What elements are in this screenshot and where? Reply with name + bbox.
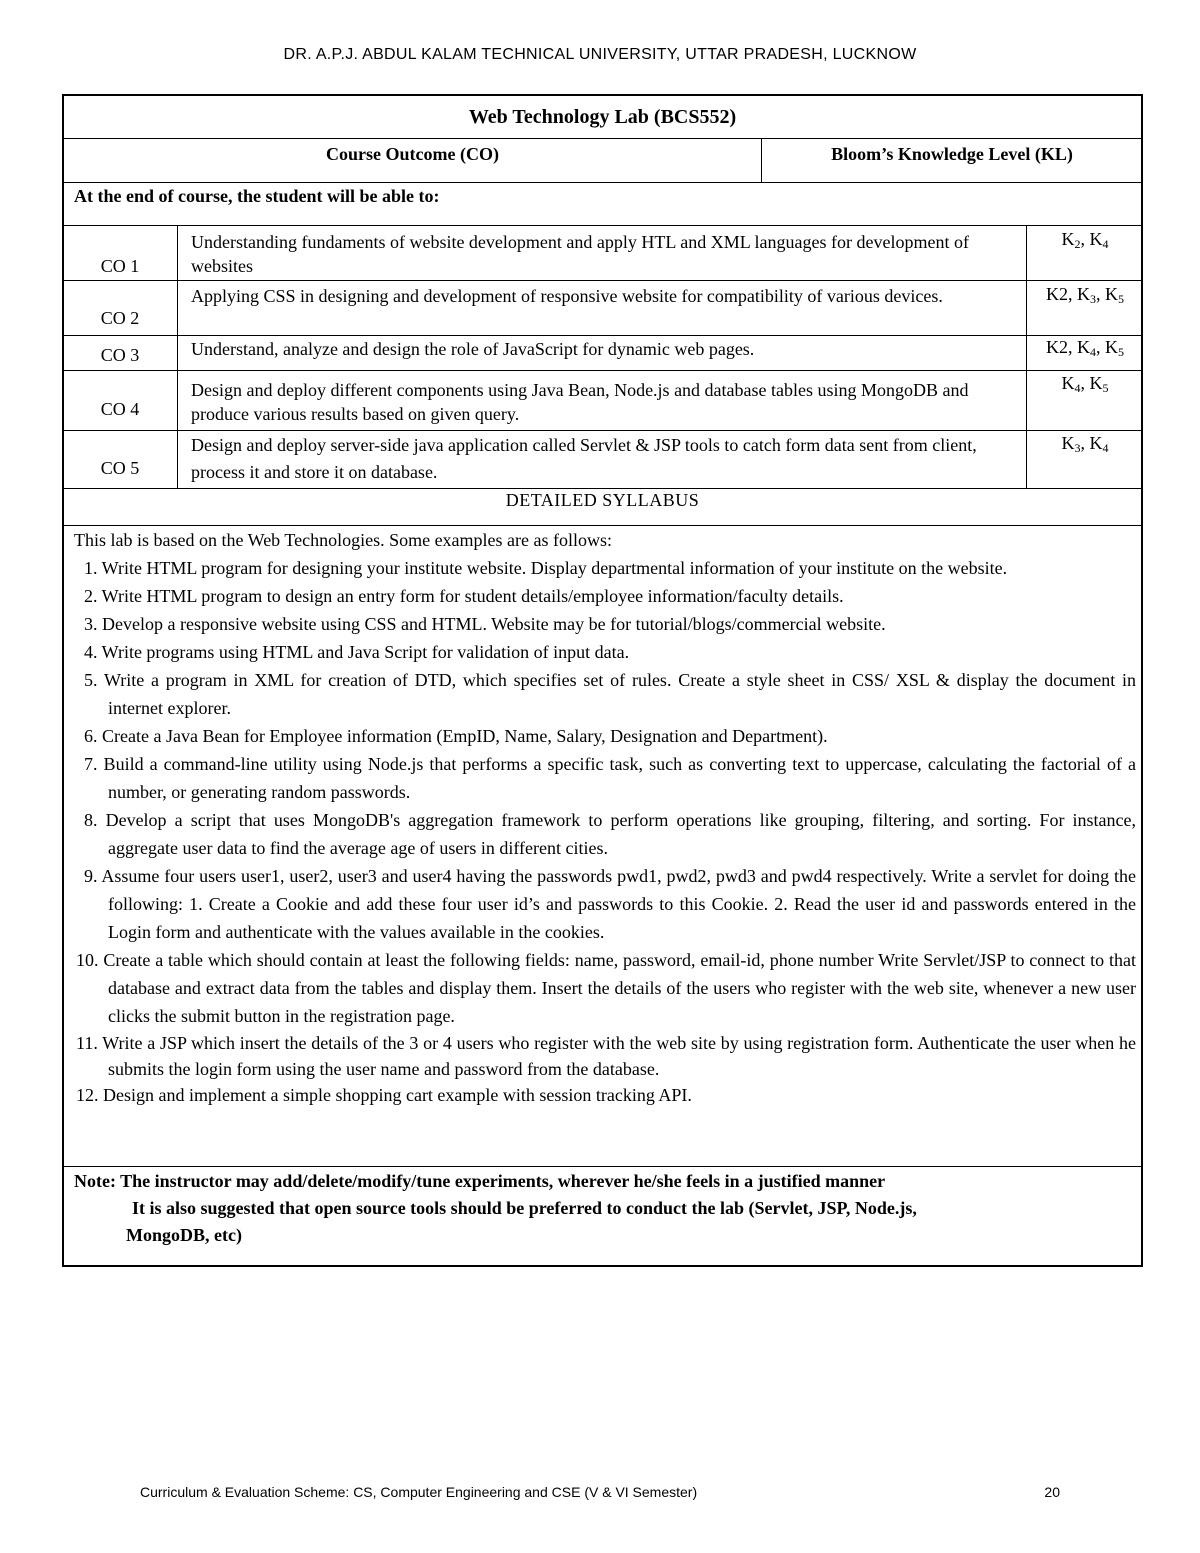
note-line: Note: The instructor may add/delete/modify/tune experiments, wherever he/she feels in a justified manner	[74, 1171, 886, 1191]
co-knowledge-level: K2, $K_3$, $K_5$	[1046, 284, 1124, 306]
co-label: CO 5	[100, 458, 140, 478]
co-description: Design and deploy different components using Java Bean, Node.js and database tables using MongoDB and produce various results based on given query.	[191, 380, 969, 424]
co-description: Understanding fundaments of website development and apply HTL and XML languages for development of websites	[191, 232, 969, 276]
co-label: CO 4	[100, 399, 140, 419]
experiment-item: 8. Develop a script that uses MongoDB's aggregation framework to perform operations like grouping, filtering, and sorting. For instance, aggregate user data to find the average age of users in different cities.	[84, 810, 1136, 858]
university-header: DR. A.P.J. ABDUL KALAM TECHNICAL UNIVERSITY, UTTAR PRADESH, LUCKNOW	[283, 46, 917, 63]
co-knowledge-level: $K_2$, $K_4$	[1061, 229, 1109, 251]
page-footer	[140, 1484, 1060, 1500]
experiment-item: 1. Write HTML program for designing your institute website. Display departmental information of your institute on the website.	[84, 558, 1008, 578]
experiment-item: 11. Write a JSP which insert the details of the 3 or 4 users who register with the web site by using registration form. Authenticate the user when he submits the login form using the user name and password from the database.	[76, 1033, 1136, 1079]
co-column-header: Course Outcome (CO)	[326, 144, 499, 164]
co-description: Understand, analyze and design the role of JavaScript for dynamic web pages.	[191, 339, 755, 359]
page-number: 20	[1044, 1484, 1060, 1500]
experiment-item: 2. Write HTML program to design an entry form for student details/employee information/faculty details.	[84, 586, 844, 606]
course-title: Web Technology Lab (BCS552)	[468, 106, 737, 128]
syllabus-intro: This lab is based on the Web Technologies. Some examples are as follows:	[74, 530, 613, 550]
co-label: CO 1	[100, 256, 140, 276]
experiment-item: 9. Assume four users user1, user2, user3 and user4 having the passwords pwd1, pwd2, pwd3 and pwd4 respectively. Write a servlet for doing the following: 1. Create a Cookie and add these four user id’s and passwords to this Cookie. 2. Read the user id and passwords entered in the Login form and authenticate with the values available in the cookies.	[84, 866, 1136, 942]
co-knowledge-level: K2, $K_4$, $K_5$	[1046, 337, 1124, 359]
note-line: MongoDB, etc)	[126, 1225, 242, 1245]
co-description: Applying CSS in designing and development of responsive website for compatibility of various devices.	[191, 286, 943, 306]
experiment-item: 6. Create a Java Bean for Employee information (EmpID, Name, Salary, Designation and Department).	[84, 726, 828, 746]
syllabus-table	[62, 94, 1143, 1267]
co-description: Design and deploy server-side java application called Servlet & JSP tools to catch form data sent from client, process it and store it on database.	[191, 435, 977, 482]
co-intro: At the end of course, the student will be able to:	[74, 186, 440, 206]
experiment-item: 4. Write programs using HTML and Java Script for validation of input data.	[84, 642, 630, 662]
co-knowledge-level: $K_3$, $K_4$	[1061, 433, 1109, 455]
experiment-item: 10. Create a table which should contain at least the following fields: name, password, email-id, phone number Write Servlet/JSP to connect to that database and extract data from the tables and display them. Insert the details of the users who register with the web site, whenever a new user clicks the submit button in the registration page.	[76, 950, 1136, 1026]
experiment-item: 3. Develop a responsive website using CSS and HTML. Website may be for tutorial/blogs/commercial website.	[84, 614, 886, 634]
experiment-item: 5. Write a program in XML for creation of DTD, which specifies set of rules. Create a style sheet in CSS/ XSL & display the document in internet explorer.	[84, 670, 1136, 718]
footer-scheme: Curriculum & Evaluation Scheme: CS, Computer Engineering and CSE (V & VI Semester)	[140, 1484, 698, 1500]
co-label: CO 2	[100, 308, 140, 328]
kl-column-header: Bloom’s Knowledge Level (KL)	[831, 144, 1073, 164]
co-knowledge-level: $K_4$, $K_5$	[1061, 373, 1109, 395]
instructor-note	[74, 1168, 1124, 1249]
experiment-item: 12. Design and implement a simple shopping cart example with session tracking API.	[76, 1085, 692, 1105]
co-label: CO 3	[100, 345, 140, 365]
note-line: It is also suggested that open source tools should be preferred to conduct the lab (Servlet, JSP, Node.js,	[132, 1198, 917, 1218]
syllabus-body	[74, 526, 1136, 1108]
experiment-item: 7. Build a command-line utility using Node.js that performs a specific task, such as converting text to uppercase, calculating the factorial of a number, or generating random passwords.	[84, 754, 1136, 802]
syllabus-title: DETAILED SYLLABUS	[505, 490, 700, 510]
